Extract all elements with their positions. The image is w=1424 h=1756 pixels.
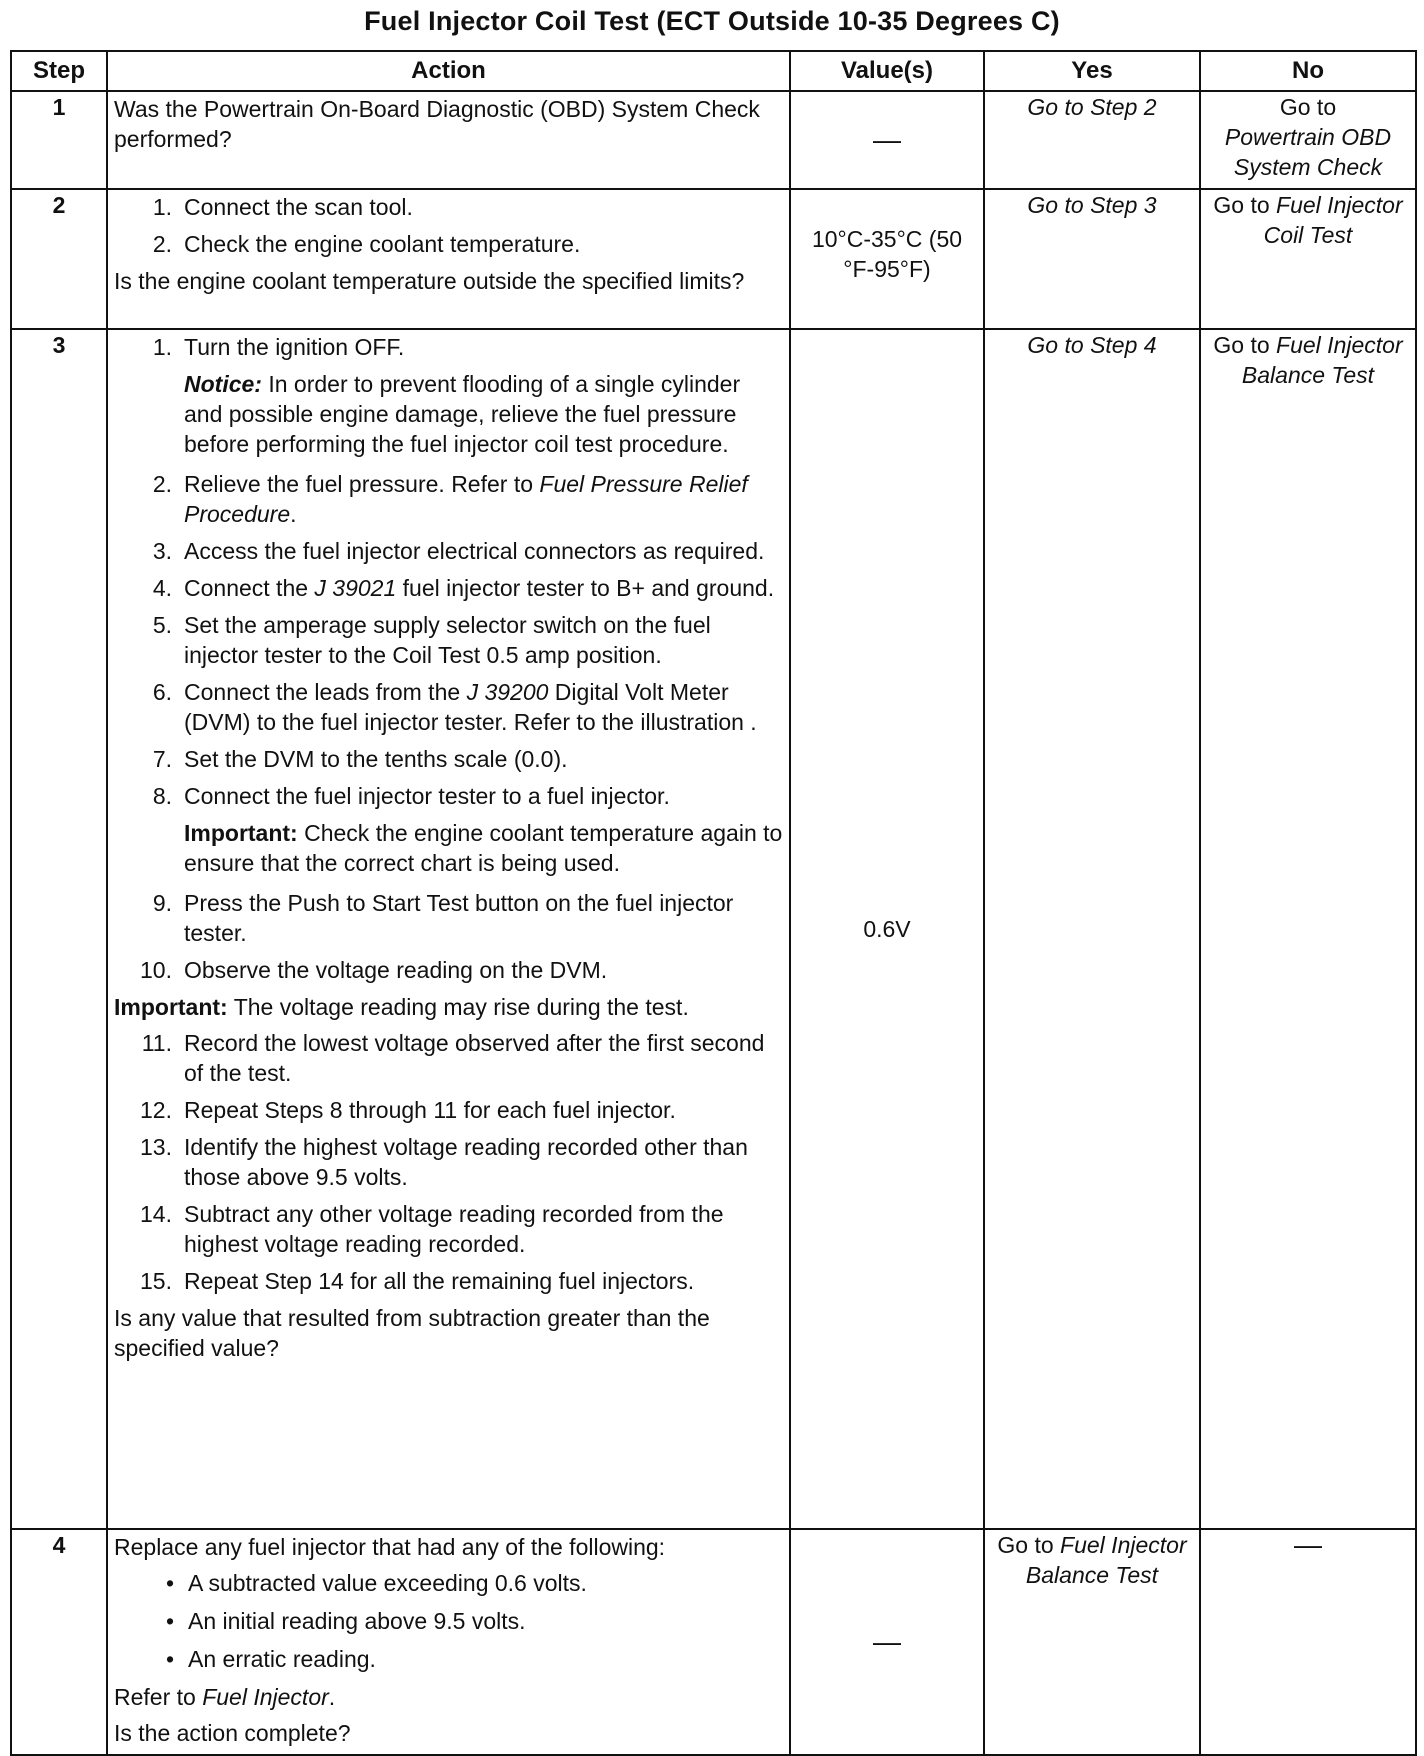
list-item: • An erratic reading.: [165, 1646, 376, 1672]
action-question: Is the engine coolant temperature outside the specified limits?: [114, 268, 745, 294]
no-cell: [1200, 1529, 1416, 1755]
no-cell: [1200, 91, 1416, 189]
important-note: Important: Check the engine coolant temperature again to ensure that the correct chart is being used.: [184, 820, 783, 876]
reference-link[interactable]: Fuel Injector: [202, 1684, 329, 1710]
action-question: Was the Powertrain On-Board Diagnostic (OBD) System Check performed?: [114, 96, 760, 152]
no-link[interactable]: Fuel Injector Balance Test: [1241, 332, 1403, 388]
no-prefix: Go to: [1213, 192, 1270, 218]
action-question: Is any value that resulted from subtraction greater than the specified value?: [114, 1305, 710, 1361]
list-item: 15. Repeat Step 14 for all the remaining fuel injectors.: [140, 1268, 695, 1294]
header-no: No: [1200, 51, 1416, 91]
value-cell: —: [790, 91, 984, 189]
list-item: 1. Connect the scan tool.: [152, 194, 413, 220]
list-item: 4. Connect the J 39021 fuel injector tester to B+ and ground.: [152, 575, 775, 601]
voltage-spec: 0.6V: [863, 916, 911, 942]
step-number: 3: [11, 329, 107, 1529]
header-action: Action: [107, 51, 790, 91]
step-number: 2: [11, 189, 107, 329]
header-step: Step: [11, 51, 107, 91]
no-value: —: [1294, 1529, 1322, 1560]
table-row-step-3: [11, 329, 1416, 1529]
temperature-range: 10°C-35°C (50 °F-95°F): [811, 226, 963, 282]
notice-note: Notice: In order to prevent flooding of a single cylinder and possible engine damage, relieve the fuel pressure before performing the fuel injector coil test procedure.: [184, 371, 741, 457]
list-item: 2. Check the engine coolant temperature.: [152, 231, 581, 257]
yes-link[interactable]: Go to Step 4: [1027, 332, 1157, 358]
no-link[interactable]: Fuel Injector Coil Test: [1263, 192, 1403, 248]
no-link[interactable]: Powertrain OBD System Check: [1224, 124, 1392, 180]
action-question: Is the action complete?: [114, 1720, 351, 1746]
yes-cell: [984, 1529, 1200, 1755]
no-prefix: Go to: [1213, 332, 1270, 358]
action-cell: [107, 189, 790, 329]
reference-link[interactable]: Fuel Pressure Relief Procedure: [184, 471, 748, 527]
table-row-step-2: [11, 189, 1416, 329]
no-prefix: Go to: [1279, 94, 1337, 120]
list-item: 11. Record the lowest voltage observed after the first second of the test.: [141, 1030, 765, 1086]
list-item: 5. Set the amperage supply selector switch on the fuel injector tester to the Coil Test 0.5 amp position.: [152, 612, 711, 668]
action-intro: Replace any fuel injector that had any of the following:: [114, 1534, 666, 1560]
list-item: 14. Subtract any other voltage reading recorded from the highest voltage reading recorded.: [140, 1201, 724, 1257]
header-row: [11, 51, 1416, 91]
list-item: 1. Turn the ignition OFF.: [152, 334, 405, 360]
reference-line: Refer to Fuel Injector.: [114, 1684, 336, 1710]
procedure-table: [10, 50, 1417, 1756]
list-item: 3. Access the fuel injector electrical connectors as required.: [152, 538, 765, 564]
header-yes: Yes: [984, 51, 1200, 91]
table-row-step-4: [11, 1529, 1416, 1755]
value-cell: [790, 329, 984, 1529]
list-item: • A subtracted value exceeding 0.6 volts.: [165, 1570, 587, 1596]
list-item: 8. Connect the fuel injector tester to a fuel injector.: [152, 783, 670, 809]
list-item: 7. Set the DVM to the tenths scale (0.0).: [152, 746, 568, 772]
yes-cell: [984, 329, 1200, 1529]
action-cell: [107, 329, 790, 1529]
list-item: 2. Relieve the fuel pressure. Refer to Fuel Pressure Relief Procedure.: [152, 471, 748, 527]
list-item: 13. Identify the highest voltage reading recorded other than those above 9.5 volts.: [140, 1134, 748, 1190]
action-cell: [107, 1529, 790, 1755]
yes-cell: [984, 91, 1200, 189]
page-title: Fuel Injector Coil Test (ECT Outside 10-35 Degrees C): [364, 6, 1060, 36]
table-row-step-1: [11, 91, 1416, 189]
yes-prefix: Go to: [997, 1532, 1054, 1558]
list-item: 10. Observe the voltage reading on the DVM.: [140, 957, 608, 983]
important-note: Important: The voltage reading may rise during the test.: [114, 994, 689, 1020]
yes-cell: [984, 189, 1200, 329]
value-cell: —: [790, 1529, 984, 1755]
yes-link[interactable]: Go to Step 3: [1027, 192, 1157, 218]
no-cell: [1200, 189, 1416, 329]
list-item: 12. Repeat Steps 8 through 11 for each fuel injector.: [140, 1097, 676, 1123]
no-cell: [1200, 329, 1416, 1529]
header-values: Value(s): [790, 51, 984, 91]
step-number: 1: [11, 91, 107, 189]
step-number: 4: [11, 1529, 107, 1755]
list-item: • An initial reading above 9.5 volts.: [165, 1608, 526, 1634]
yes-link[interactable]: Go to Step 2: [1027, 94, 1157, 120]
list-item: 9. Press the Push to Start Test button on the fuel injector tester.: [152, 890, 734, 946]
action-cell: [107, 91, 790, 189]
value-cell: [790, 189, 984, 329]
list-item: 6. Connect the leads from the J 39200 Digital Volt Meter (DVM) to the fuel injector tester. Refer to the illustration .: [152, 679, 757, 735]
yes-link[interactable]: Fuel Injector Balance Test: [1025, 1532, 1187, 1588]
